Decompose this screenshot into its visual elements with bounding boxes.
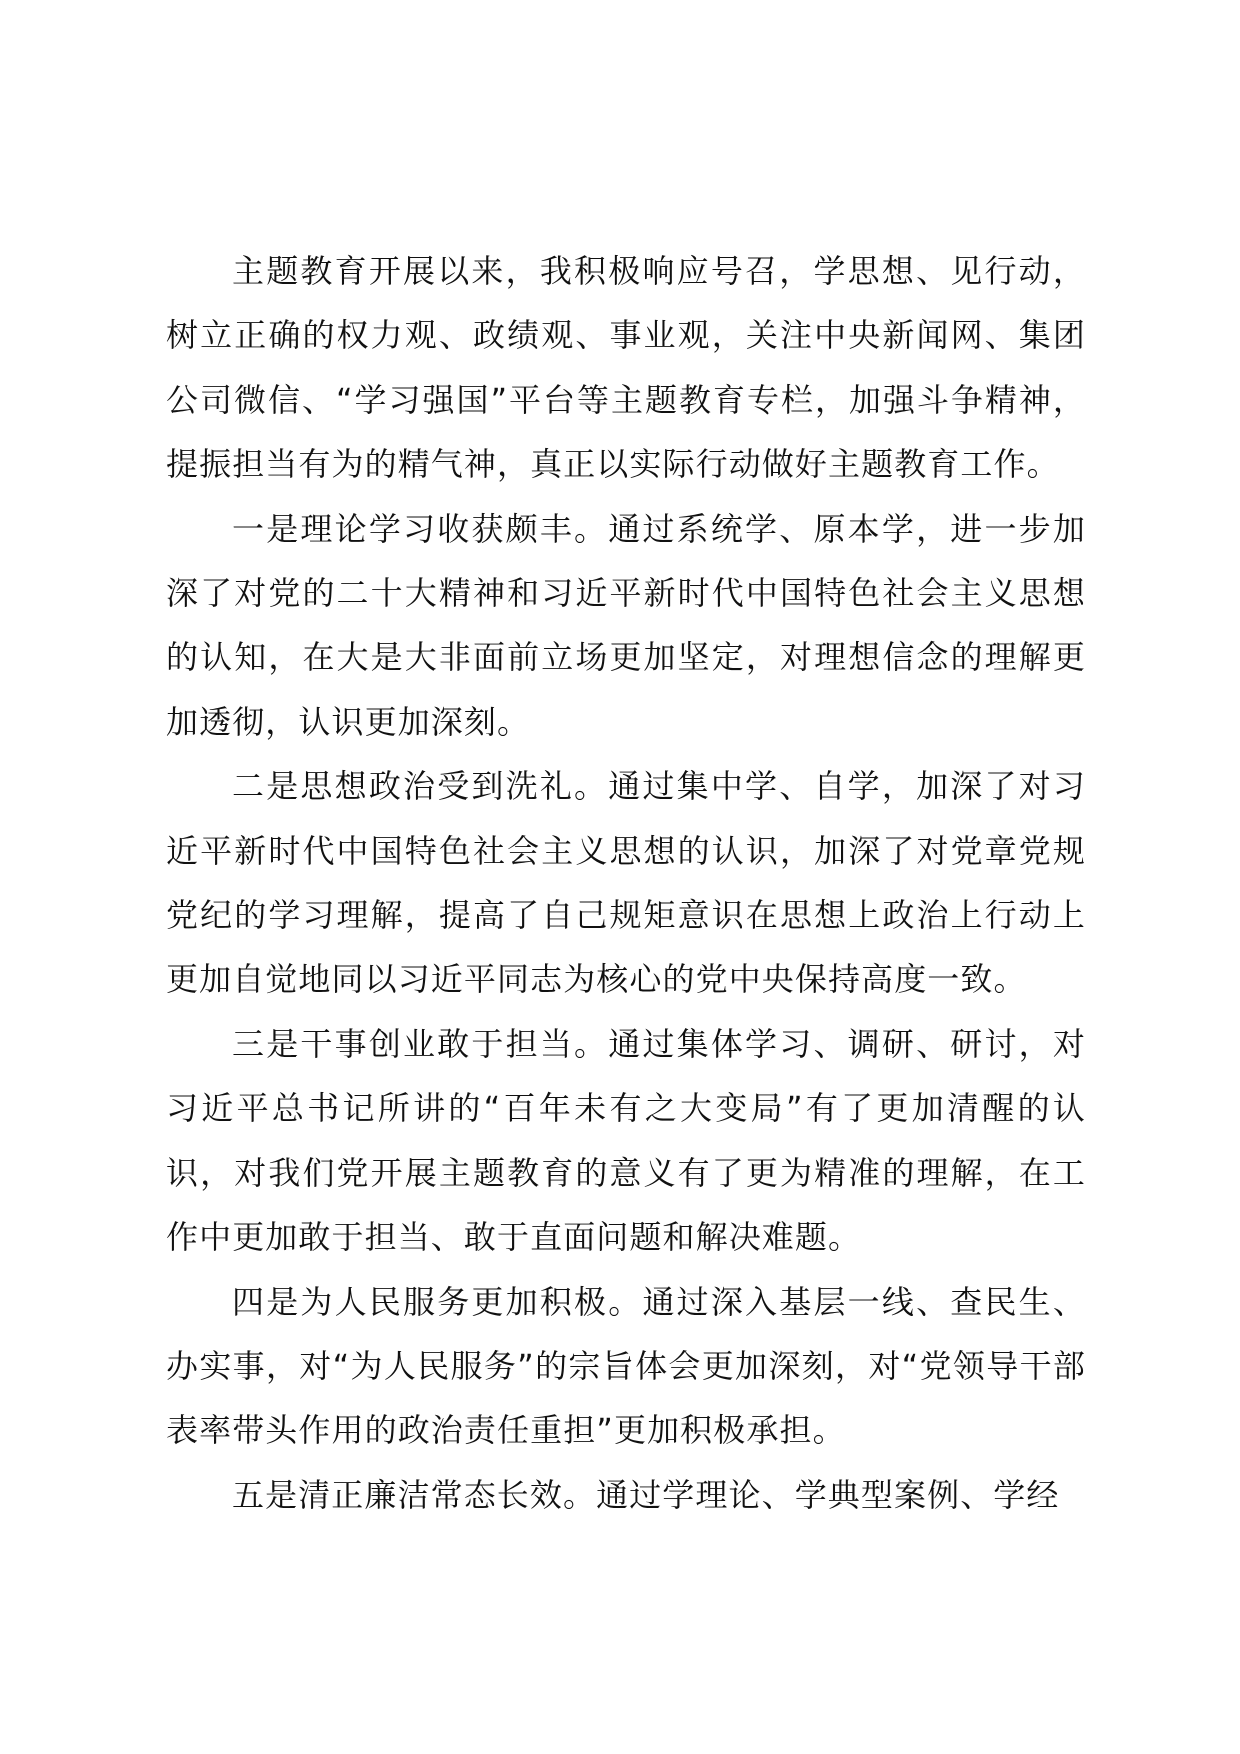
paragraph-integrity: 五是清正廉洁常态长效。通过学理论、学典型案例、学经 [232, 1475, 1060, 1514]
paragraph-intro: 主题教育开展以来，我积极响应号召，学思想、见行动，树立正确的权力观、政绩观、事业观，关注中央新闻网、集团公司微信、“学习强国”平台等主题教育专栏，加强斗争精神，提振担当有为的精气神，真正以实际行动做好主题教育工作。 [166, 252, 1086, 484]
paragraph-serve-people: 四是为人民服务更加积极。通过深入基层一线、查民生、办实事，对“为人民服务”的宗旨体会更加深刻，对“党领导干部表率带头作用的政治责任重担”更加积极承担。 [166, 1282, 1086, 1450]
paragraph-political-thought: 二是思想政治受到洗礼。通过集中学、自学，加深了对习近平新时代中国特色社会主义思想的认识，加深了对党章党规党纪的学习理解，提高了自己规矩意识在思想上政治上行动上更加自觉地同以习近平同志为核心的党中央保持高度一致。 [166, 767, 1086, 999]
paragraph-responsibility: 三是干事创业敢于担当。通过集体学习、调研、研讨，对习近平总书记所讲的“百年未有之大变局”有了更加清醒的认识，对我们党开展主题教育的意义有了更为精准的理解，在工作中更加敢于担当、敢于直面问题和解决难题。 [166, 1024, 1086, 1257]
paragraph-theory-study: 一是理论学习收获颇丰。通过系统学、原本学，进一步加深了对党的二十大精神和习近平新时代中国特色社会主义思想的认知，在大是大非面前立场更加坚定，对理想信念的理解更加透彻，认识更加深刻。 [166, 509, 1086, 741]
document-body [166, 239, 1086, 1527]
